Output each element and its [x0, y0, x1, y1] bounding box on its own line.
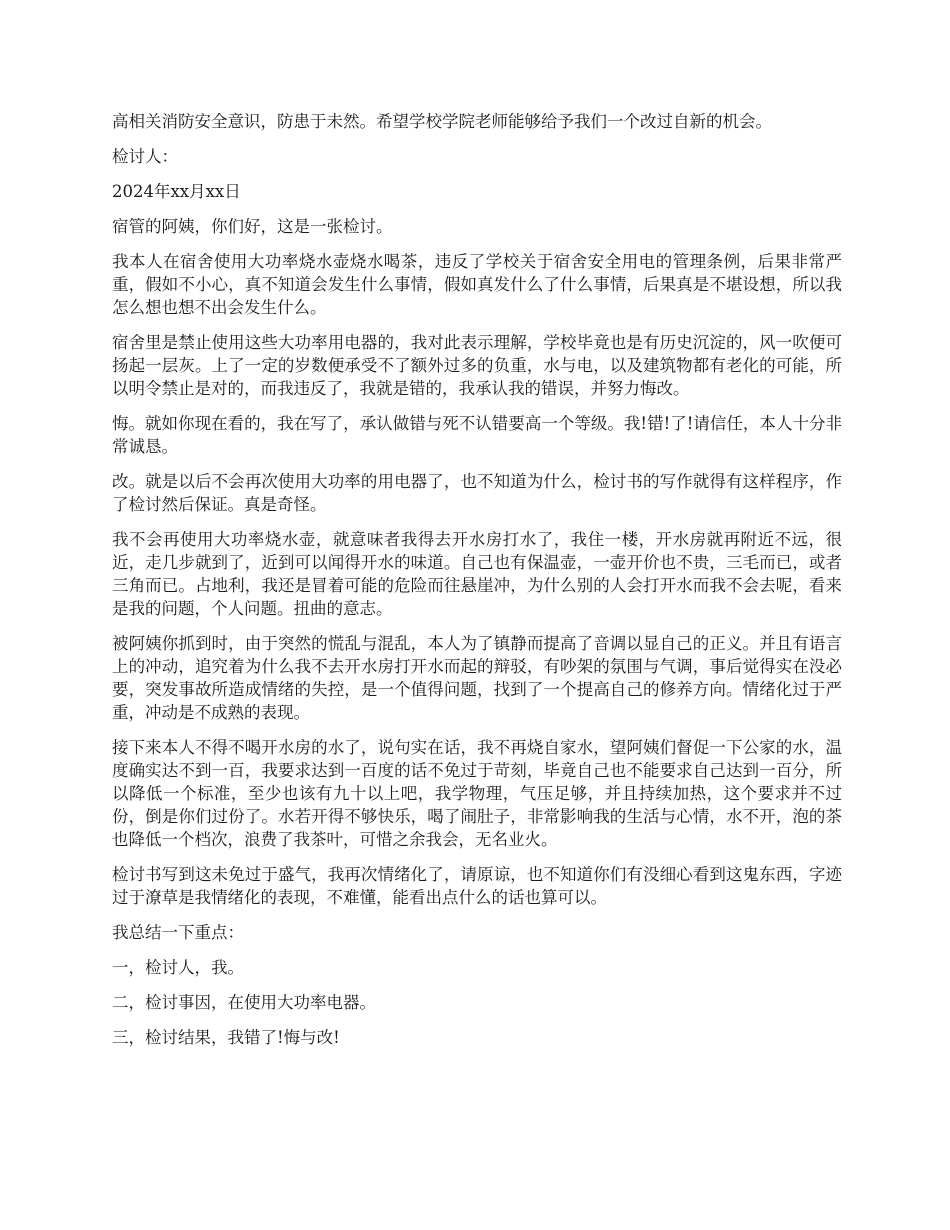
paragraph: 宿舍里是禁止使用这些大功率用电器的，我对此表示理解，学校毕竟也是有历史沉淀的，风一吹便可扬起一层灰。上了一定的岁数便承受不了额外过多的负重，水与电，以及建筑物都有老化的可能，所以明令禁止是对的，而我违反了，我就是错的，我承认我的错误，并努力悔改。 — [112, 333, 842, 398]
paragraph: 我不会再使用大功率烧水壶，就意味者我得去开水房打水了，我住一楼，开水房就再附近不远，很近，走几步就到了，近到可以闻得开水的味道。自己也有保温壶，一壶开价也不贵，三毛而已，或者三角而已。占地利，我还是冒着可能的危险而往悬崖冲，为什么别的人会打开水而我不会去呢，看来是我的问题，个人问题。扭曲的意志。 — [112, 530, 842, 618]
paragraph: 我本人在宿舍使用大功率烧水壶烧水喝茶，违反了学校关于宿舍安全用电的管理条例，后果非常严重，假如不小心，真不知道会发生什么事情，假如真发什么了什么事情，后果真是不堪设想，所以我怎么想也想不出会发生什么。 — [112, 252, 842, 317]
summary-item: 一，检讨人，我。 — [112, 958, 244, 977]
paragraph: 被阿姨你抓到时，由于突然的慌乱与混乱，本人为了镇静而提高了音调以显自己的正义。并且有语言上的冲动，追究着为什么我不去开水房打开水而起的辩驳，有吵架的氛围与气调，事后觉得实在没必要，突发事故所造成情绪的失控，是一个值得问题，找到了一个提高自己的修养方向。情绪化过于严重，冲动是不成熟的表现。 — [112, 634, 842, 722]
greeting: 宿管的阿姨，你们好，这是一张检讨。 — [112, 217, 393, 236]
signature-label: 检讨人： — [112, 147, 178, 166]
document-body — [112, 110, 842, 1061]
paragraph: 改。就是以后不会再次使用大功率的用电器了，也不知道为什么，检讨书的写作就得有这样程序，作了检讨然后保证。真是奇怪。 — [112, 472, 842, 514]
paragraph: 悔。就如你现在看的，我在写了，承认做错与死不认错要高一个等级。我!错!了!请信任，本人十分非常诚恳。 — [112, 414, 842, 456]
paragraph: 接下来本人不得不喝开水房的水了，说句实在话，我不再烧自家水，望阿姨们督促一下公家的水，温度确实达不到一百，我要求达到一百度的话不免过于苛刻，毕竟自己也不能要求自己达到一百分，所以降低一个标准，至少也该有九十以上吧，我学物理，气压足够，并且持续加热，这个要求并不过份，倒是你们过份了。水若开得不够快乐，喝了闹肚子，非常影响我的生活与心情，水不开，泡的茶也降低一个档次，浪费了我茶叶，可惜之余我会，无名业火。 — [112, 738, 842, 849]
summary-heading: 我总结一下重点： — [112, 923, 244, 942]
paragraph: 检讨书写到这未免过于盛气，我再次情绪化了，请原谅，也不知道你们有没细心看到这鬼东西，字迹过于潦草是我情绪化的表现，不难懂，能看出点什么的话也算可以。 — [112, 865, 842, 907]
date-line: 2024年xx月xx日 — [112, 182, 241, 201]
paragraph: 高相关消防安全意识，防患于未然。希望学校学院老师能够给予我们一个改过自新的机会。 — [112, 112, 772, 131]
summary-item: 三，检讨结果，我错了!悔与改! — [112, 1028, 340, 1047]
summary-item: 二，检讨事因，在使用大功率电器。 — [112, 993, 376, 1012]
